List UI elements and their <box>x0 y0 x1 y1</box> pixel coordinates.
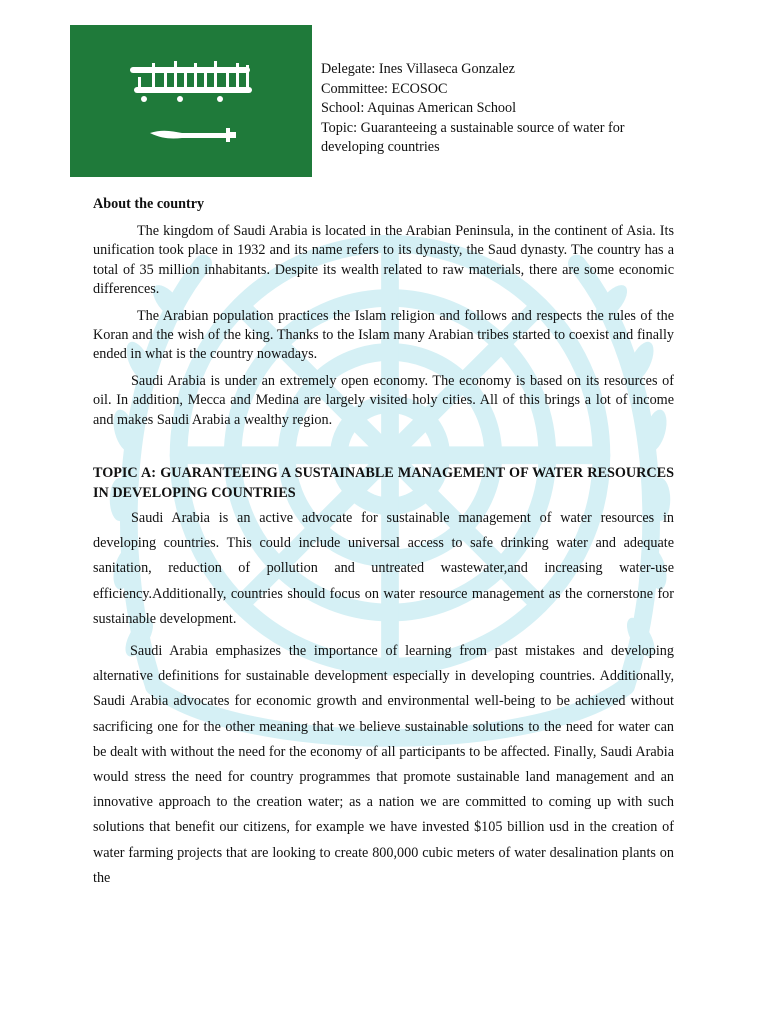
delegate-info <box>321 60 681 158</box>
about-paragraph-2: The Arabian population practices the Islam religion and follows and respects the rules of the Koran and the wish of the king. Thanks to the Islam many Arabian tribes started to coexist and finally ended in what is the country nowadays. <box>93 307 674 363</box>
about-paragraph-3: Saudi Arabia is under an extremely open economy. The economy is based on its resources of oil. In addition, Mecca and Medina are largely visited holy cities. All of this brings a lot of income and makes Saudi Arabia a wealthy region. <box>93 372 674 428</box>
committee-line: Committee: ECOSOC <box>321 80 448 97</box>
saudi-flag-icon <box>70 25 312 177</box>
about-heading: About the country <box>93 196 205 212</box>
topic-a-paragraph-1: Saudi Arabia is an active advocate for sustainable management of water resources in developing countries. This could include universal access to safe drinking water and adequate sanitation, reduction of pollution and untreated wastewater,and increasing water-use efficiency.Additionally, countries should focus on water resource management as the cornerstone for sustainable development. <box>93 510 674 627</box>
about-section <box>93 222 674 430</box>
delegate-line: Delegate: Ines Villaseca Gonzalez <box>321 61 515 77</box>
topic-a-section <box>93 506 674 891</box>
about-paragraph-1: The kingdom of Saudi Arabia is located in the Arabian Peninsula, in the continent of Asia. Its unification took place in 1932 and its name refers to its dynasty, the Saud dynasty. The country has a total of 35 million inhabitants. Despite its wealth related to raw materials, there are some economic differences. <box>93 223 674 298</box>
topic-a-paragraph-2: Saudi Arabia emphasizes the importance of learning from past mistakes and developing alternative definitions for sustainable development especially in developing countries. Additionally, Saudi Arabia advocates for economic growth and environmental well-being to be achieved without sacrificing one for the other meaning that we believe sustainable solutions to the need for water can be dealt with without the need for the economy of all participants to be affected. Finally, Saudi Arabia would stress the need for country programmes that promote sustainable land management and an innovative approach to the creation water; as a nation we are committed to coming up with such solutions that benefit our citizens, for example we have invested $105 billion usd in the creation of water farming projects that are looking to create 800,000 cubic meters of water desalination plants on the <box>93 643 674 886</box>
school-line: School: Aquinas American School <box>321 100 517 116</box>
topic-line: Topic: Guaranteeing a sustainable source of water for developing countries <box>321 119 625 155</box>
topic-a-heading: TOPIC A: GUARANTEEING A SUSTAINABLE MANAGEMENT OF WATER RESOURCES IN DEVELOPING COUNTRIES <box>93 465 674 501</box>
